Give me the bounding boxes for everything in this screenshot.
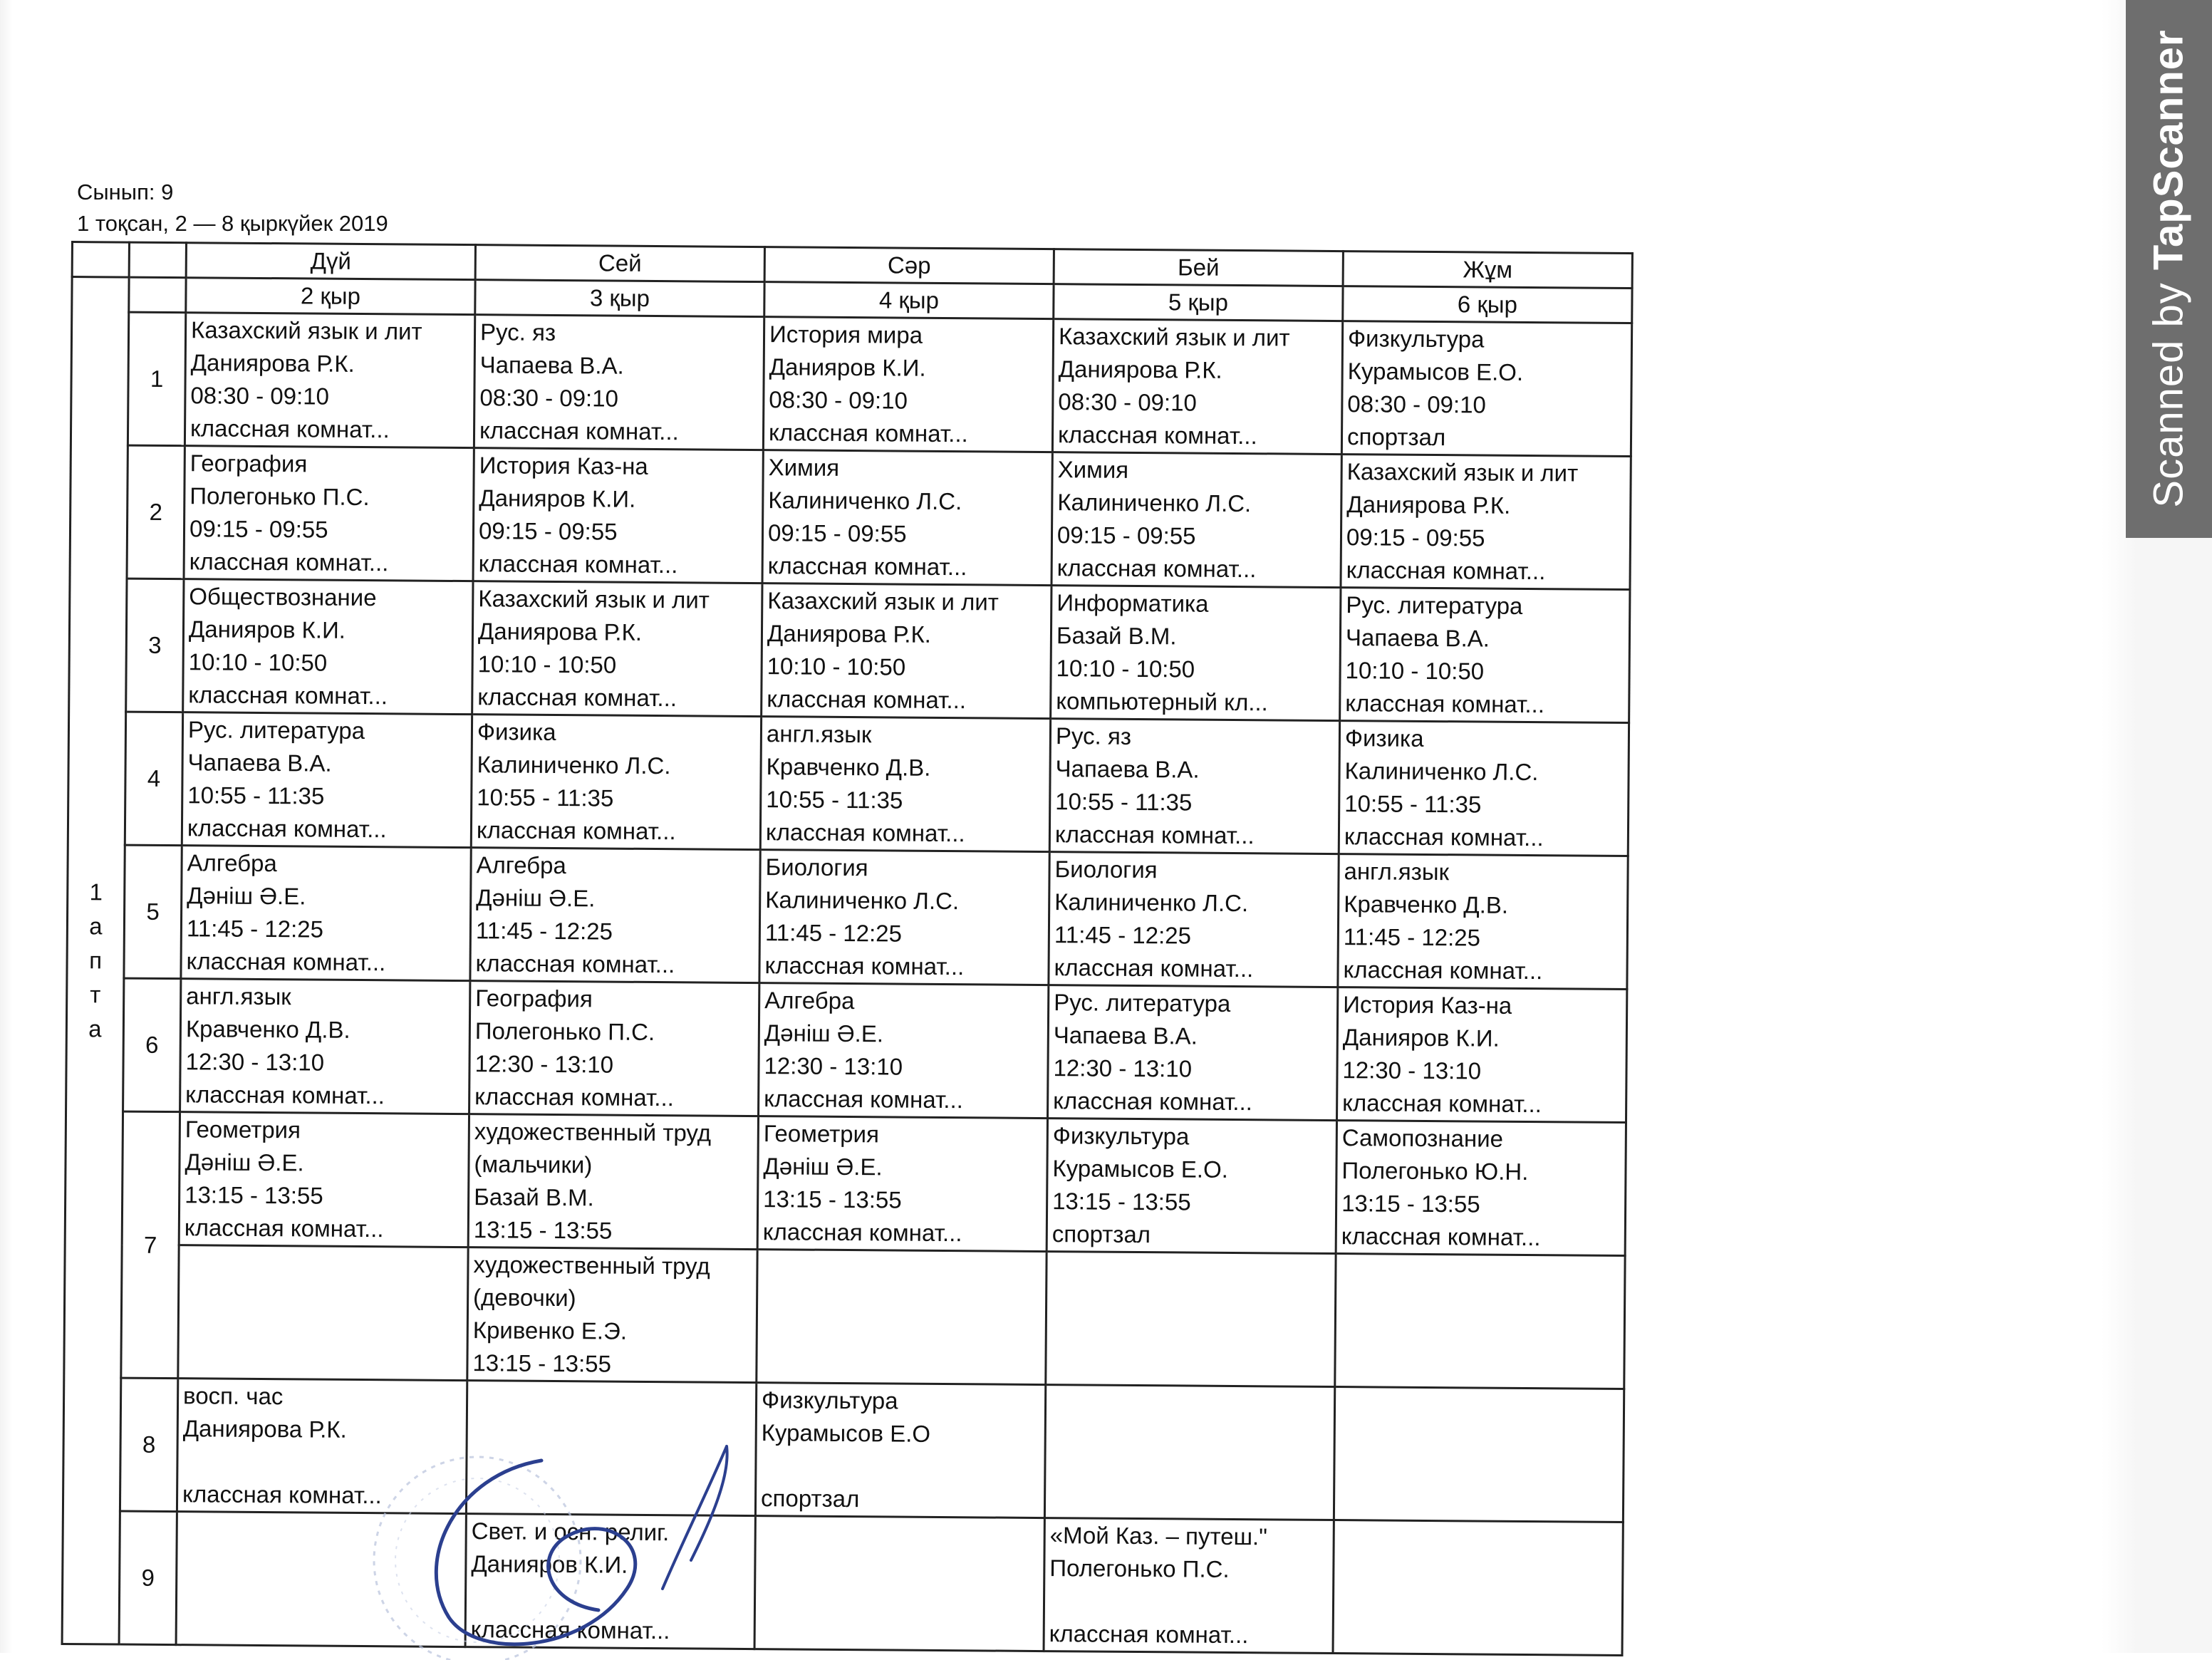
lesson-line: [471, 1580, 749, 1615]
lesson-number: 9: [119, 1511, 177, 1645]
corner-cell: [129, 242, 186, 278]
lesson-line: Полегонько П.С.: [1049, 1555, 1230, 1582]
lesson-cell: [759, 983, 1049, 1119]
lesson-line: Даниярова Р.К.: [1058, 356, 1222, 383]
lesson-row: [67, 844, 1628, 989]
lesson-cell: [1334, 1387, 1624, 1522]
lesson-line: классная комнат...: [184, 1214, 384, 1243]
lesson-line: Калиниченко Л.С.: [477, 751, 671, 779]
lesson-line: 09:15 - 09:55: [1346, 524, 1485, 551]
lesson-line: Геометрия: [763, 1120, 880, 1148]
lesson-line: художественный труд: [473, 1251, 710, 1280]
lesson-line: художественный труд: [474, 1118, 712, 1146]
lesson-line: Казахский язык и лит: [478, 585, 710, 613]
lesson-line: 13:15 - 13:55: [1052, 1188, 1191, 1215]
lesson-line: 13:15 - 13:55: [185, 1181, 323, 1209]
lesson-line: 12:30 - 13:10: [185, 1048, 325, 1076]
lesson-cell: [184, 446, 474, 581]
lesson-line: Геометрия: [185, 1116, 301, 1143]
lesson-line: 13:15 - 13:55: [472, 1349, 612, 1377]
lesson-line: англ.язык: [186, 982, 291, 1010]
lesson-line: История мира: [769, 321, 923, 348]
lesson-line: классная комнат...: [187, 814, 387, 843]
lesson-line: 08:30 - 09:10: [190, 382, 330, 410]
lesson-line: Физика: [1344, 725, 1424, 752]
lesson-line: 11:45 - 12:25: [186, 915, 324, 943]
lesson-cell: [1333, 1520, 1623, 1656]
lesson-line: Базай В.М.: [474, 1183, 594, 1211]
lesson-cell: [1335, 1254, 1625, 1389]
lesson-line: Курамысов Е.О.: [1052, 1155, 1229, 1183]
lesson-cell: [1049, 719, 1339, 854]
lesson-line: классная комнат...: [182, 1480, 382, 1509]
lesson-line: спортзал: [760, 1485, 860, 1513]
lesson-line: 10:55 - 11:35: [766, 786, 903, 814]
lesson-line: Химия: [768, 454, 840, 481]
lesson-cell: [465, 1514, 755, 1649]
lesson-row-extra: [64, 1244, 1625, 1389]
lesson-line: классная комнат...: [1344, 823, 1544, 851]
lesson-line: Дәніш Ә.Е.: [764, 1020, 884, 1047]
lesson-number: 8: [120, 1378, 177, 1512]
lesson-line: 10:55 - 11:35: [187, 782, 325, 809]
lesson-line: Даниярова Р.К.: [182, 1415, 347, 1443]
lesson-cell: [178, 1245, 468, 1381]
lesson-row: [62, 1510, 1623, 1655]
lesson-line: 10:10 - 10:50: [767, 653, 906, 680]
lesson-line: классная комнат...: [474, 1083, 675, 1111]
lesson-cell: [1339, 721, 1629, 856]
lesson-line: Физкультура: [761, 1386, 898, 1414]
lesson-cell: [180, 979, 470, 1114]
day-date: 2 қыр: [186, 278, 475, 315]
lesson-line: 11:45 - 12:25: [764, 919, 903, 947]
lesson-line: Калиниченко Л.С.: [765, 886, 960, 915]
lesson-line: Казахский язык и лит: [1058, 323, 1290, 351]
lesson-row: [70, 445, 1631, 590]
lesson-line: классная комнат...: [478, 550, 678, 579]
lesson-line: Кравченко Д.В.: [1344, 891, 1509, 918]
watermark-text: Scanned by TapScanner: [2145, 29, 2192, 508]
lesson-line: 12:30 - 13:10: [474, 1050, 614, 1078]
lesson-line: классная комнат...: [1054, 954, 1254, 982]
lesson-cell: [1336, 1121, 1626, 1256]
day-date: 5 қыр: [1054, 284, 1343, 321]
lesson-cell: [762, 450, 1052, 586]
day-name: Жұм: [1343, 251, 1632, 289]
lesson-line: Калиниченко Л.С.: [1054, 888, 1249, 917]
day-name: Бей: [1054, 249, 1343, 286]
lesson-line: Курамысов Е.О: [761, 1419, 931, 1447]
lesson-cell: [1048, 985, 1338, 1121]
lesson-line: Чапаева В.А.: [1055, 755, 1200, 783]
lesson-line: 10:55 - 11:35: [1055, 788, 1193, 816]
lesson-cell: [1044, 1518, 1334, 1654]
lesson-line: 10:10 - 10:50: [477, 650, 617, 678]
lesson-line: Физкультура: [1347, 325, 1485, 353]
lesson-cell: [177, 1379, 467, 1514]
lesson-line: классная комнат...: [1343, 956, 1543, 985]
lesson-line: классная комнат...: [477, 683, 677, 712]
lesson-line: классная комнат...: [764, 1085, 964, 1114]
lesson-line: 10:10 - 10:50: [188, 648, 328, 676]
lesson-line: Алгебра: [187, 849, 277, 877]
lesson-line: Рус. яз: [1055, 722, 1132, 749]
lesson-line: [1049, 1584, 1328, 1619]
lesson-line: Полегонько Ю.Н.: [1341, 1157, 1529, 1186]
lesson-line: классная комнат...: [1056, 554, 1257, 583]
lesson-line: Свет. и осн. религ.: [471, 1518, 670, 1546]
lesson-line: Алгебра: [764, 987, 855, 1015]
lesson-line: 13:15 - 13:55: [1341, 1190, 1480, 1218]
lesson-cell: [763, 317, 1053, 452]
lesson-cell: [1051, 586, 1341, 721]
lesson-cell: [185, 313, 474, 448]
lesson-line: классная комнат...: [1345, 690, 1545, 718]
lesson-line: классная комнат...: [1053, 1087, 1253, 1116]
lesson-line: классная комнат...: [476, 816, 676, 845]
corner-cell: [129, 277, 186, 313]
lesson-line: классная комнат...: [764, 952, 965, 980]
lesson-cell: [759, 850, 1049, 985]
lesson-line: классная комнат...: [475, 950, 675, 978]
lesson-line: компьютерный кл...: [1056, 688, 1268, 716]
lesson-line: Чапаева В.А.: [479, 351, 624, 379]
lesson-line: 13:15 - 13:55: [763, 1186, 902, 1213]
lesson-line: Даниярова Р.К.: [477, 618, 643, 645]
lesson-line: [761, 1449, 1039, 1484]
lesson-line: 10:55 - 11:35: [477, 784, 614, 811]
lesson-line: 09:15 - 09:55: [1056, 522, 1196, 549]
lesson-cell: [471, 715, 761, 850]
lesson-cell: [182, 712, 472, 848]
lesson-cell: [1047, 1119, 1336, 1254]
corner-cell: [72, 242, 129, 278]
lesson-cell: [1336, 987, 1626, 1123]
lesson-number: 7: [121, 1111, 180, 1379]
lesson-line: Кравченко Д.В.: [185, 1015, 351, 1043]
lesson-line: Калиниченко Л.С.: [1344, 757, 1539, 786]
lesson-cell: [467, 1247, 757, 1383]
lesson-line: Рус. литература: [1346, 591, 1523, 619]
lesson-number: 1: [128, 312, 185, 446]
class-label: Сынып: 9: [77, 180, 174, 204]
lesson-cell: [474, 315, 764, 450]
lesson-cell: [1052, 452, 1341, 588]
lesson-line: классная комнат...: [1054, 821, 1255, 849]
lesson-line: Полегонько П.С.: [474, 1017, 655, 1046]
lesson-cell: [176, 1512, 466, 1647]
timetable: [61, 241, 1634, 1656]
lesson-line: 10:55 - 11:35: [1344, 790, 1482, 818]
lesson-line: англ.язык: [766, 720, 872, 748]
day-date: 3 қыр: [475, 280, 764, 317]
lesson-line: англ.язык: [1344, 858, 1450, 886]
lesson-cell: [469, 981, 759, 1116]
lesson-line: Данияров К.И.: [479, 484, 636, 512]
lesson-cell: [1340, 588, 1630, 723]
lesson-line: Калиниченко Л.С.: [768, 487, 962, 515]
lesson-cell: [181, 846, 471, 981]
lesson-number: 4: [125, 712, 182, 846]
lesson-line: классная комнат...: [1346, 556, 1546, 585]
lesson-line: 12:30 - 13:10: [1053, 1054, 1193, 1082]
lesson-row: [65, 1111, 1626, 1255]
week-label-cell: [62, 277, 129, 1645]
lesson-line: Курамысов Е.О.: [1347, 358, 1524, 385]
lesson-cell: [473, 448, 763, 583]
lesson-cell: [1338, 854, 1628, 990]
lesson-line: География: [189, 450, 308, 477]
lesson-line: Базай В.М.: [1056, 622, 1177, 650]
lesson-line: Чапаева В.А.: [187, 749, 332, 777]
lesson-line: «Мой Каз. – путеш.": [1049, 1522, 1268, 1550]
lesson-line: Чапаева В.А.: [1053, 1022, 1198, 1049]
lesson-line: классная комнат...: [470, 1616, 670, 1644]
lesson-line: Кравченко Д.В.: [766, 753, 931, 781]
lesson-line: Обществознание: [189, 583, 377, 611]
lesson-cell: [757, 1116, 1047, 1252]
lesson-row: [63, 1377, 1624, 1522]
lesson-row: [66, 977, 1627, 1122]
lesson-line: 10:10 - 10:50: [1056, 655, 1195, 683]
lesson-line: Дәніш Ә.Е.: [476, 884, 596, 912]
lesson-cell: [1052, 319, 1342, 455]
lesson-line: 12:30 - 13:10: [764, 1052, 903, 1080]
lesson-line: Рус. литература: [1054, 989, 1231, 1017]
lesson-line: восп. час: [182, 1382, 284, 1410]
lesson-line: классная комнат...: [188, 681, 388, 710]
lesson-line: Рус. яз: [479, 318, 556, 346]
lesson-line: Физика: [477, 718, 556, 746]
lesson-line: классная комнат...: [186, 948, 386, 976]
lesson-cell: [1044, 1385, 1334, 1520]
lesson-line: 09:15 - 09:55: [767, 519, 907, 547]
lesson-line: 09:15 - 09:55: [478, 517, 618, 545]
lesson-number: 2: [127, 445, 185, 579]
lesson-line: классная комнат...: [189, 415, 390, 443]
lesson-line: Даниярова Р.К.: [190, 349, 355, 377]
lesson-line: История Каз-на: [1343, 991, 1512, 1019]
lesson-cell: [757, 1250, 1047, 1385]
lesson-cell: [472, 581, 762, 717]
lesson-line: 11:45 - 12:25: [1343, 923, 1481, 951]
lesson-cell: [468, 1114, 758, 1250]
lesson-number: 5: [124, 845, 182, 979]
lesson-cell: [466, 1381, 756, 1516]
lesson-line: классная комнат...: [767, 552, 967, 581]
lesson-line: История Каз-на: [479, 452, 648, 479]
lesson-cell: [179, 1112, 469, 1247]
lesson-line: классная комнат...: [1057, 421, 1257, 450]
day-date: 4 қыр: [764, 282, 1054, 319]
lesson-line: 08:30 - 09:10: [1347, 390, 1487, 418]
lesson-line: спортзал: [1052, 1220, 1151, 1248]
lesson-line: Данияров К.И.: [769, 353, 926, 381]
lesson-line: Данияров К.И.: [188, 616, 346, 643]
lesson-line: Полегонько П.С.: [189, 482, 370, 511]
lesson-line: классная комнат...: [189, 548, 389, 576]
lesson-line: 08:30 - 09:10: [479, 384, 619, 412]
lesson-line: Данияров К.И.: [1342, 1024, 1500, 1052]
week-label: 1 а п т а: [88, 878, 103, 1042]
lesson-line: 09:15 - 09:55: [189, 515, 328, 543]
lesson-line: классная комнат...: [185, 1081, 385, 1109]
lesson-line: классная комнат...: [762, 1218, 962, 1247]
lesson-line: (мальчики): [474, 1151, 593, 1178]
lesson-line: 12:30 - 13:10: [1342, 1057, 1482, 1084]
lesson-cell: [183, 579, 473, 715]
lesson-row: [71, 312, 1631, 457]
lesson-line: спортзал: [1346, 423, 1446, 451]
lesson-line: Казахский язык и лит: [190, 316, 422, 345]
lesson-line: Казахский язык и лит: [1346, 458, 1579, 487]
lesson-line: Алгебра: [476, 851, 566, 879]
lesson-line: Даниярова Р.К.: [1346, 491, 1511, 519]
lesson-line: Дәніш Ә.Е.: [187, 882, 306, 910]
lesson-cell: [755, 1383, 1045, 1518]
lesson-line: Дәніш Ә.Е.: [763, 1153, 883, 1181]
lesson-row: [68, 711, 1629, 856]
lesson-cell: [1341, 321, 1631, 457]
lesson-line: классная комнат...: [1342, 1089, 1542, 1118]
lesson-line: (девочки): [473, 1284, 576, 1312]
lesson-line: Химия: [1057, 456, 1129, 483]
lesson-line: Самопознание: [1341, 1124, 1504, 1152]
lesson-line: классная комнат...: [767, 685, 967, 714]
lesson-number: 3: [126, 579, 184, 712]
day-name: Дүй: [186, 243, 475, 280]
lesson-line: классная комнат...: [768, 419, 968, 447]
lesson-row: [69, 578, 1630, 722]
lesson-line: [182, 1445, 461, 1480]
lesson-line: Биология: [765, 854, 868, 881]
lesson-line: Физкультура: [1052, 1122, 1190, 1150]
lesson-cell: [762, 583, 1052, 719]
lesson-cell: [1049, 852, 1339, 987]
lesson-line: 13:15 - 13:55: [473, 1216, 613, 1244]
day-name: Сәр: [764, 247, 1054, 284]
lesson-line: классная комнат...: [765, 819, 965, 847]
lesson-line: классная комнат...: [1049, 1620, 1249, 1649]
lesson-line: 11:45 - 12:25: [475, 917, 613, 945]
lesson-line: 11:45 - 12:25: [1054, 921, 1192, 949]
lesson-line: География: [475, 985, 593, 1012]
period-label: 1 тоқсан, 2 — 8 қыркүйек 2019: [77, 211, 388, 236]
lesson-line: Информатика: [1056, 589, 1209, 617]
day-date: 6 қыр: [1343, 286, 1632, 323]
lesson-line: Калиниченко Л.С.: [1057, 489, 1252, 517]
lesson-line: Даниярова Р.К.: [767, 620, 932, 648]
lesson-line: Дәніш Ә.Е.: [185, 1148, 304, 1176]
lesson-line: Данияров К.И.: [471, 1550, 628, 1578]
lesson-line: 08:30 - 09:10: [769, 386, 908, 414]
lesson-cell: [1341, 455, 1631, 590]
lesson-cell: [470, 848, 760, 983]
lesson-line: Кривенко Е.Э.: [472, 1317, 628, 1344]
lesson-cell: [760, 717, 1050, 852]
day-name: Сей: [475, 245, 764, 282]
lesson-line: классная комнат...: [1341, 1223, 1541, 1251]
lesson-line: Биология: [1054, 856, 1158, 883]
lesson-line: классная комнат...: [479, 417, 679, 445]
lesson-line: Казахский язык и лит: [767, 587, 999, 616]
lesson-number: 6: [123, 978, 181, 1112]
lesson-line: 10:10 - 10:50: [1345, 657, 1485, 685]
lesson-line: 08:30 - 09:10: [1058, 388, 1198, 416]
lesson-cell: [1046, 1252, 1336, 1387]
lesson-line: Рус. литература: [187, 716, 365, 745]
lesson-cell: [754, 1516, 1044, 1651]
lesson-line: Чапаева В.А.: [1345, 624, 1490, 652]
